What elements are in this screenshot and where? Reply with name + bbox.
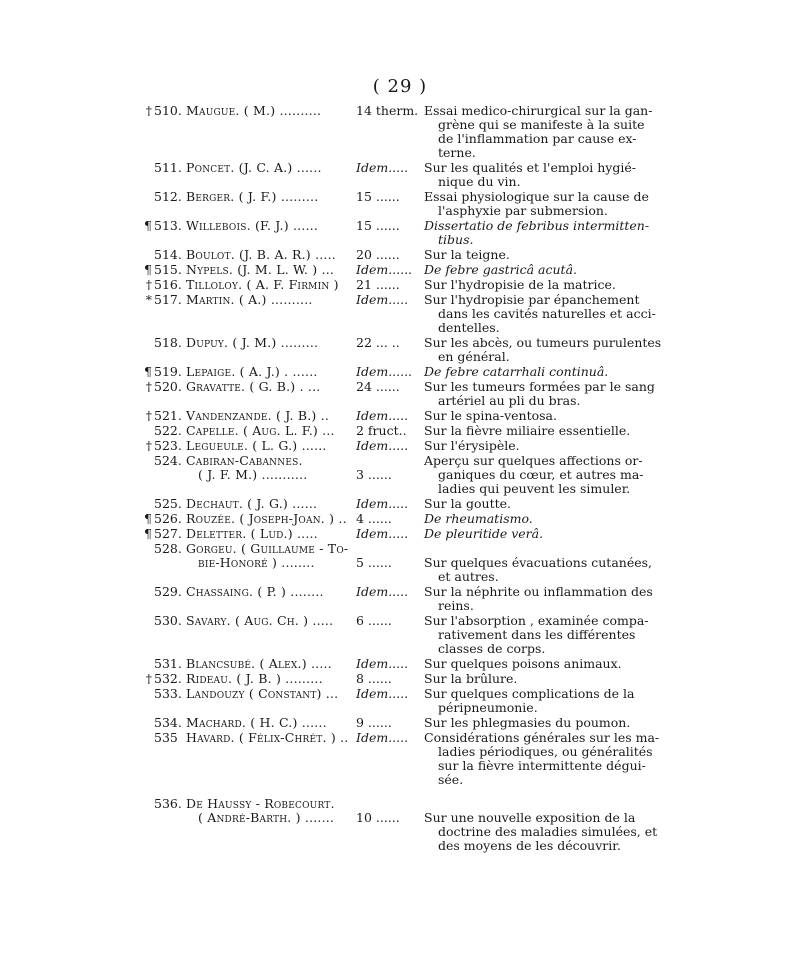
entry-mark: † xyxy=(145,277,152,292)
thesis-list xyxy=(134,104,664,853)
entry-author-line: bie-Honoré ) ........ xyxy=(198,555,315,570)
thesis-entry xyxy=(134,672,664,686)
entry-title-line: classes de corps. xyxy=(438,641,546,656)
entry-mark: † xyxy=(145,379,152,394)
leader-dots: .......... xyxy=(279,104,322,118)
entry-title xyxy=(424,219,664,247)
entry-title-line: ladies périodiques, ou généralités xyxy=(438,744,653,759)
entry-title-line: doctrine des maladies simulées, et xyxy=(438,824,658,839)
entry-author: Martin. ( A.) .......... xyxy=(186,293,313,307)
entry-number: 517. xyxy=(154,292,182,307)
entry-title-line: nique du vin. xyxy=(438,174,521,189)
entry-author: Lepaige. ( A. J.) . ...... xyxy=(186,365,318,379)
thesis-entry xyxy=(134,657,664,671)
entry-title xyxy=(424,336,664,364)
entry-date: Idem..... xyxy=(356,527,409,541)
entry-date: 3 ...... xyxy=(356,467,392,482)
entry-author: Dechaut. ( J. G.) ...... xyxy=(186,497,318,511)
entry-title-line: grène qui se manifeste à la suite xyxy=(438,117,645,132)
entry-author: Deletter. ( Lud.) ..... xyxy=(186,527,318,541)
thesis-entry xyxy=(134,585,664,613)
entry-title-line: terne. xyxy=(438,145,476,160)
entry-title-line: De pleuritide verâ. xyxy=(424,526,544,541)
leader-dots: .. xyxy=(320,409,330,423)
entry-title-line: Dissertatio de febribus intermitten- xyxy=(424,218,650,233)
entry-author: Vandenzande. ( J. B.) .. xyxy=(186,409,330,423)
entry-number: 515. xyxy=(154,262,182,277)
entry-date: 4 ...... xyxy=(356,512,392,526)
leader-dots: . ...... xyxy=(284,365,318,379)
entry-title-line: et autres. xyxy=(438,569,499,584)
entry-number: 535 xyxy=(154,730,178,745)
thesis-entry xyxy=(134,454,664,496)
entry-date: 5 ...... xyxy=(356,555,392,570)
entry-title xyxy=(424,104,664,160)
entry-number: 512. xyxy=(154,189,182,204)
thesis-entry xyxy=(134,614,664,656)
entry-author xyxy=(186,454,356,482)
entry-author-line: Gorgeu. ( Guillaume - To- xyxy=(186,542,349,556)
entry-date: Idem..... xyxy=(356,439,409,453)
entry-title-line: reins. xyxy=(438,598,474,613)
entry-author-line: ( J. F. M.) ........... xyxy=(198,467,308,482)
entry-title-line: Sur les tumeurs formées par le sang xyxy=(424,379,655,394)
entry-mark: ¶ xyxy=(144,218,152,233)
leader-dots: ...... xyxy=(292,219,319,233)
entry-date: Idem..... xyxy=(356,293,409,307)
entry-title xyxy=(424,409,664,423)
leader-dots: ..... xyxy=(315,248,336,262)
thesis-entry xyxy=(134,336,664,364)
entry-number: 519. xyxy=(154,364,182,379)
entry-title-line: Sur les qualités et l'emploi hygié- xyxy=(424,160,636,175)
leader-dots: ... xyxy=(325,687,339,701)
thesis-entry xyxy=(134,512,664,526)
entry-number: 522. xyxy=(154,423,182,438)
entry-author-line: Cabiran-Cabannes. xyxy=(186,454,303,468)
leader-dots: ........ xyxy=(281,555,315,570)
entry-title-line: Sur l'absorption , examinée compa- xyxy=(424,613,649,628)
entry-mark: ¶ xyxy=(144,364,152,379)
entry-date: 22 ... .. xyxy=(356,336,400,350)
entry-date: Idem..... xyxy=(356,585,409,599)
entry-date: 10 ...... xyxy=(356,810,400,825)
entry-number: 534. xyxy=(154,715,182,730)
entry-author: Capelle. ( Aug. L. F.) ... xyxy=(186,424,335,438)
entry-title xyxy=(424,278,664,292)
entry-number: 511. xyxy=(154,160,182,175)
leader-dots: ........ xyxy=(290,585,324,599)
entry-title-line: De rheumatismo. xyxy=(424,511,533,526)
entry-title-line xyxy=(424,542,664,556)
entry-date: 24 ...... xyxy=(356,380,400,394)
entry-author: Savary. ( Aug. Ch. ) ..... xyxy=(186,614,334,628)
entry-author: Rouzée. ( Joseph-Joan. ) .. xyxy=(186,512,347,526)
entry-author: Poncet. (J. C. A.) ...... xyxy=(186,161,322,175)
entry-number: 516. xyxy=(154,277,182,292)
entry-author: Havard. ( Félix-Chrét. ) .. xyxy=(186,731,349,745)
entry-date: Idem...... xyxy=(356,263,413,277)
entry-title-line: des moyens de les découvrir. xyxy=(438,838,621,853)
entry-title-line: Sur la goutte. xyxy=(424,496,511,511)
leader-dots: .......... xyxy=(270,293,313,307)
entry-title-line: rativement dans les différentes xyxy=(438,627,636,642)
entry-mark: ¶ xyxy=(144,262,152,277)
entry-number: 527. xyxy=(154,526,182,541)
thesis-entry xyxy=(134,219,664,247)
entry-number: 521. xyxy=(154,408,182,423)
entry-title-line: dans les cavités naturelles et acci- xyxy=(438,306,656,321)
entry-author: Maugue. ( M.) .......... xyxy=(186,104,322,118)
entry-title-line: en général. xyxy=(438,349,510,364)
thesis-entry xyxy=(134,527,664,541)
leader-dots: ......... xyxy=(285,672,323,686)
entry-date: 2 fruct.. xyxy=(356,424,407,438)
entry-author: Landouzy ( Constant) ... xyxy=(186,687,339,701)
entry-title xyxy=(424,190,664,218)
entry-title-line xyxy=(424,797,664,811)
leader-dots: .. xyxy=(338,512,347,526)
entry-title xyxy=(424,797,664,853)
entry-number: 532. xyxy=(154,671,182,686)
leader-dots: ....... xyxy=(304,810,335,825)
thesis-entry xyxy=(134,248,664,262)
entry-date: 14 therm. xyxy=(356,104,419,118)
entry-number: 518. xyxy=(154,335,182,350)
entry-date: Idem..... xyxy=(356,657,409,671)
entry-title xyxy=(424,527,664,541)
entry-author: Blancsubé. ( Alex.) ..... xyxy=(186,657,332,671)
entry-date: Idem...... xyxy=(356,365,413,379)
entry-title xyxy=(424,657,664,671)
entry-title-line: De febre catarrhali continuâ. xyxy=(424,364,609,379)
entry-number: 513. xyxy=(154,218,182,233)
leader-dots: ... xyxy=(322,424,335,438)
entry-author: Gravatte. ( G. B.) . ... xyxy=(186,380,321,394)
entry-title-line: sur la fièvre intermittente dégui- xyxy=(438,758,646,773)
entry-date: 15 ...... xyxy=(356,219,400,233)
entry-title xyxy=(424,542,664,584)
entry-author-line: De Haussy - Robecourt. xyxy=(186,797,335,811)
thesis-entry xyxy=(134,687,664,715)
thesis-entry xyxy=(134,365,664,379)
entry-title xyxy=(424,293,664,335)
entry-author: Chassaing. ( P. ) ........ xyxy=(186,585,324,599)
thesis-entry xyxy=(134,380,664,408)
entry-author: Willebois. (F. J.) ...... xyxy=(186,219,319,233)
entry-title-line: De febre gastricâ acutâ. xyxy=(424,262,578,277)
entry-mark: † xyxy=(145,103,152,118)
entry-title-line: Sur les phlegmasies du poumon. xyxy=(424,715,631,730)
entry-date: Idem..... xyxy=(356,731,409,745)
leader-dots: ..... xyxy=(310,657,332,671)
entry-number: 524. xyxy=(154,453,182,468)
leader-dots: ..... xyxy=(312,614,334,628)
entry-title xyxy=(424,585,664,613)
entry-number: 520. xyxy=(154,379,182,394)
thesis-entry xyxy=(134,263,664,277)
entry-number: 528. xyxy=(154,541,182,556)
thesis-entry xyxy=(134,278,664,292)
thesis-entry xyxy=(134,424,664,438)
entry-title xyxy=(424,497,664,511)
entry-mark: † xyxy=(145,671,152,686)
entry-date: Idem..... xyxy=(356,497,409,511)
entry-title-line: Sur la néphrite ou inflammation des xyxy=(424,584,653,599)
thesis-entry xyxy=(134,409,664,423)
entry-author: Dupuy. ( J. M.) ......... xyxy=(186,336,319,350)
entry-title-line: Sur l'érysipèle. xyxy=(424,438,520,453)
leader-dots: .. xyxy=(340,731,349,745)
leader-dots: ......... xyxy=(280,336,319,350)
thesis-entry xyxy=(134,104,664,160)
leader-dots: ... xyxy=(321,263,335,277)
entry-number: 536. xyxy=(154,796,182,811)
entry-author: Nypels. (J. M. L. W. ) ... xyxy=(186,263,335,277)
entry-date: 8 ...... xyxy=(356,672,392,686)
entry-date: Idem..... xyxy=(356,161,409,175)
leader-dots: ...... xyxy=(301,716,327,730)
entry-number: 526. xyxy=(154,511,182,526)
thesis-entry xyxy=(134,797,664,853)
entry-title-line: Considérations générales sur les ma- xyxy=(424,730,660,745)
entry-title xyxy=(424,454,664,496)
entry-mark: † xyxy=(145,438,152,453)
entry-number: 525. xyxy=(154,496,182,511)
entry-mark: * xyxy=(145,292,152,307)
entry-number: 533. xyxy=(154,686,182,701)
entry-author: Tilloloy. ( A. F. Firmin ) xyxy=(186,278,339,292)
entry-title xyxy=(424,439,664,453)
entry-title-line: l'asphyxie par submersion. xyxy=(438,203,608,218)
entry-date: Idem..... xyxy=(356,687,409,701)
leader-dots: ......... xyxy=(280,190,319,204)
leader-dots: ........... xyxy=(261,467,308,482)
entry-title xyxy=(424,365,664,379)
thesis-entry xyxy=(134,439,664,453)
leader-dots: ...... xyxy=(296,161,322,175)
entry-title-line: Sur quelques complications de la xyxy=(424,686,635,701)
entry-title-line: Sur la brûlure. xyxy=(424,671,518,686)
entry-mark: ¶ xyxy=(144,526,152,541)
entry-number: 531. xyxy=(154,656,182,671)
entry-title-line: Essai medico-chirurgical sur la gan- xyxy=(424,103,653,118)
thesis-entry xyxy=(134,190,664,218)
entry-title-line: Aperçu sur quelques affections or- xyxy=(424,453,643,468)
entry-author xyxy=(186,542,356,570)
entry-author xyxy=(186,797,356,825)
entry-date: 21 ...... xyxy=(356,278,400,292)
entry-number: 514. xyxy=(154,247,182,262)
leader-dots: ...... xyxy=(292,497,318,511)
entry-title-line: Essai physiologique sur la cause de xyxy=(424,189,649,204)
entry-title xyxy=(424,614,664,656)
entry-title-line: Sur la teigne. xyxy=(424,247,510,262)
entry-mark: ¶ xyxy=(144,511,152,526)
page-number: ( 29 ) xyxy=(372,76,428,97)
entry-title-line: Sur quelques évacuations cutanées, xyxy=(424,555,653,570)
entry-title xyxy=(424,424,664,438)
entry-title xyxy=(424,512,664,526)
entry-title-line: Sur le spina-ventosa. xyxy=(424,408,557,423)
thesis-entry xyxy=(134,497,664,511)
thesis-entry xyxy=(134,731,664,787)
entry-title-line: péripneumonie. xyxy=(438,700,538,715)
leader-dots: ..... xyxy=(296,527,318,541)
entry-title xyxy=(424,672,664,686)
entry-date: 6 ...... xyxy=(356,614,392,628)
entry-title xyxy=(424,716,664,730)
entry-title-line: de l'inflammation par cause ex- xyxy=(438,131,637,146)
entry-author: Boulot. (J. B. A. R.) ..... xyxy=(186,248,336,262)
entry-author: Legueule. ( L. G.) ...... xyxy=(186,439,327,453)
entry-number: 530. xyxy=(154,613,182,628)
entry-title-line: Sur la fièvre miliaire essentielle. xyxy=(424,423,631,438)
entry-number: 510. xyxy=(154,103,182,118)
thesis-entry xyxy=(134,161,664,189)
entry-title-line: artériel au pli du bras. xyxy=(438,393,581,408)
entry-title xyxy=(424,380,664,408)
entry-title xyxy=(424,731,664,787)
leader-dots: ...... xyxy=(301,439,327,453)
leader-dots: . ... xyxy=(299,380,321,394)
entry-date: Idem..... xyxy=(356,409,409,423)
entry-title-line: dentelles. xyxy=(438,320,500,335)
entry-title-line: Sur les abcès, ou tumeurs purulentes xyxy=(424,335,662,350)
entry-title-line: sée. xyxy=(438,772,464,787)
entry-date: 15 ...... xyxy=(356,190,400,204)
entry-title-line: ganiques du cœur, et autres ma- xyxy=(438,467,644,482)
entry-author-line: ( André-Barth. ) ....... xyxy=(198,810,335,825)
entry-author: Rideau. ( J. B. ) ......... xyxy=(186,672,323,686)
entry-title-line: tibus. xyxy=(438,232,474,247)
entry-title xyxy=(424,687,664,715)
entry-title-line: Sur l'hydropisie de la matrice. xyxy=(424,277,616,292)
thesis-entry xyxy=(134,293,664,335)
entry-title xyxy=(424,248,664,262)
entry-number: 529. xyxy=(154,584,182,599)
entry-mark: † xyxy=(145,408,152,423)
entry-title-line: Sur l'hydropisie par épanchement xyxy=(424,292,640,307)
thesis-entry xyxy=(134,542,664,584)
entry-title-line: ladies qui peuvent les simuler. xyxy=(438,481,631,496)
entry-title-line: Sur quelques poisons animaux. xyxy=(424,656,622,671)
entry-title xyxy=(424,263,664,277)
entry-title-line: Sur une nouvelle exposition de la xyxy=(424,810,636,825)
entry-author: Berger. ( J. F.) ......... xyxy=(186,190,319,204)
entry-title xyxy=(424,161,664,189)
entry-number: 523. xyxy=(154,438,182,453)
entry-date: 9 ...... xyxy=(356,716,392,730)
thesis-entry xyxy=(134,716,664,730)
entry-date: 20 ...... xyxy=(356,248,400,262)
entry-author: Machard. ( H. C.) ...... xyxy=(186,716,327,730)
